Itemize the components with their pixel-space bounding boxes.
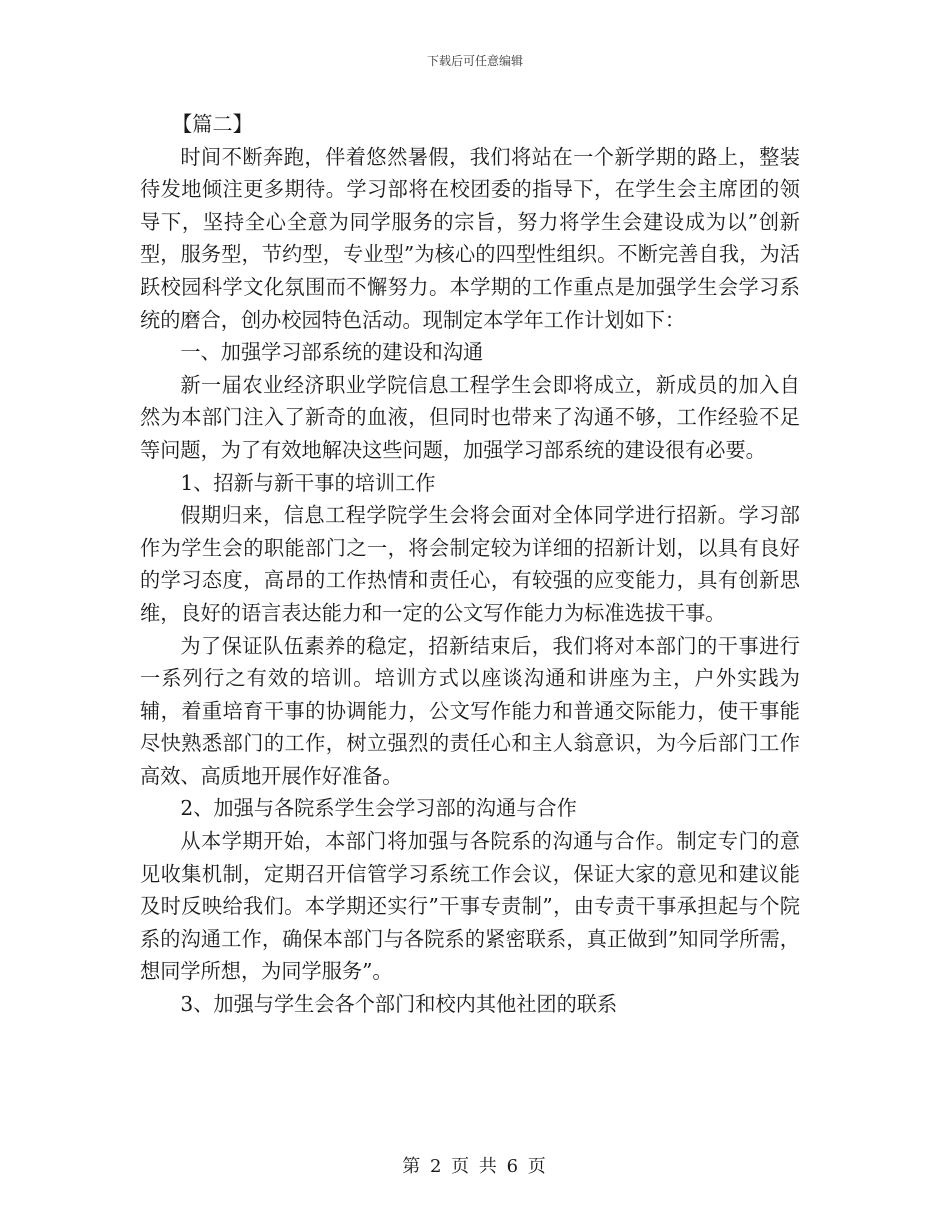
heading-item-1: 1、招新与新干事的培训工作	[180, 470, 436, 495]
page-header-note: 下载后可任意编辑	[426, 54, 523, 68]
document-body	[140, 108, 800, 1021]
section-tag: 【篇二】	[172, 112, 253, 136]
heading-item-3: 3、加强与学生会各个部门和校内其他社团的联系	[180, 992, 618, 1017]
heading-item-2: 2、加强与各院系学生会学习部的沟通与合作	[180, 796, 577, 821]
paragraph-cooperation: 从本学期开始，本部门将加强与各院系的沟通与合作。制定专门的意见收集机制，定期召开信管学习系统工作会议，保证大家的意见和建议能及时反映给我们。本学期还实行”干事专责制”，由专责干事承担起与个院系的沟通工作，确保本部门与各院系的紧密联系，真正做到”知同学所需，想同学所想，为同学服务”。	[140, 829, 800, 984]
paragraph-section-1: 新一届农业经济职业学院信息工程学生会即将成立，新成员的加入自然为本部门注入了新奇的血液，但同时也带来了沟通不够，工作经验不足等问题，为了有效地解决这些问题，加强学习部系统的建设很有必要。	[140, 372, 800, 462]
paragraph-recruitment: 假期归来，信息工程学院学生会将会面对全体同学进行招新。学习部作为学生会的职能部门之一，将会制定较为详细的招新计划，以具有良好的学习态度，高昂的工作热情和责任心，有较强的应变能力，具有创新思维，良好的语言表达能力和一定的公文写作能力为标准选拔干事。	[140, 503, 800, 625]
paragraph-intro: 时间不断奔跑，伴着悠然暑假，我们将站在一个新学期的路上，整装待发地倾注更多期待。学习部将在校团委的指导下，在学生会主席团的领导下，坚持全心全意为同学服务的宗旨，努力将学生会建设成为以”创新型，服务型，节约型，专业型”为核心的四型性组织。不断完善自我，为活跃校园科学文化氛围而不懈努力。本学期的工作重点是加强学生会学习系统的磨合，创办校园特色活动。现制定本学年工作计划如下：	[140, 144, 800, 332]
heading-section-1: 一、加强学习部系统的建设和沟通	[180, 340, 484, 365]
page-number: 第 2 页 共 6 页	[402, 1156, 548, 1177]
paragraph-training: 为了保证队伍素养的稳定，招新结束后，我们将对本部门的干事进行一系列行之有效的培训。培训方式以座谈沟通和讲座为主，户外实践为辅，着重培育干事的协调能力，公文写作能力和普通交际能力，使干事能尽快熟悉部门的工作，树立强烈的责任心和主人翁意识，为今后部门工作高效、高质地开展作好准备。	[140, 633, 800, 788]
